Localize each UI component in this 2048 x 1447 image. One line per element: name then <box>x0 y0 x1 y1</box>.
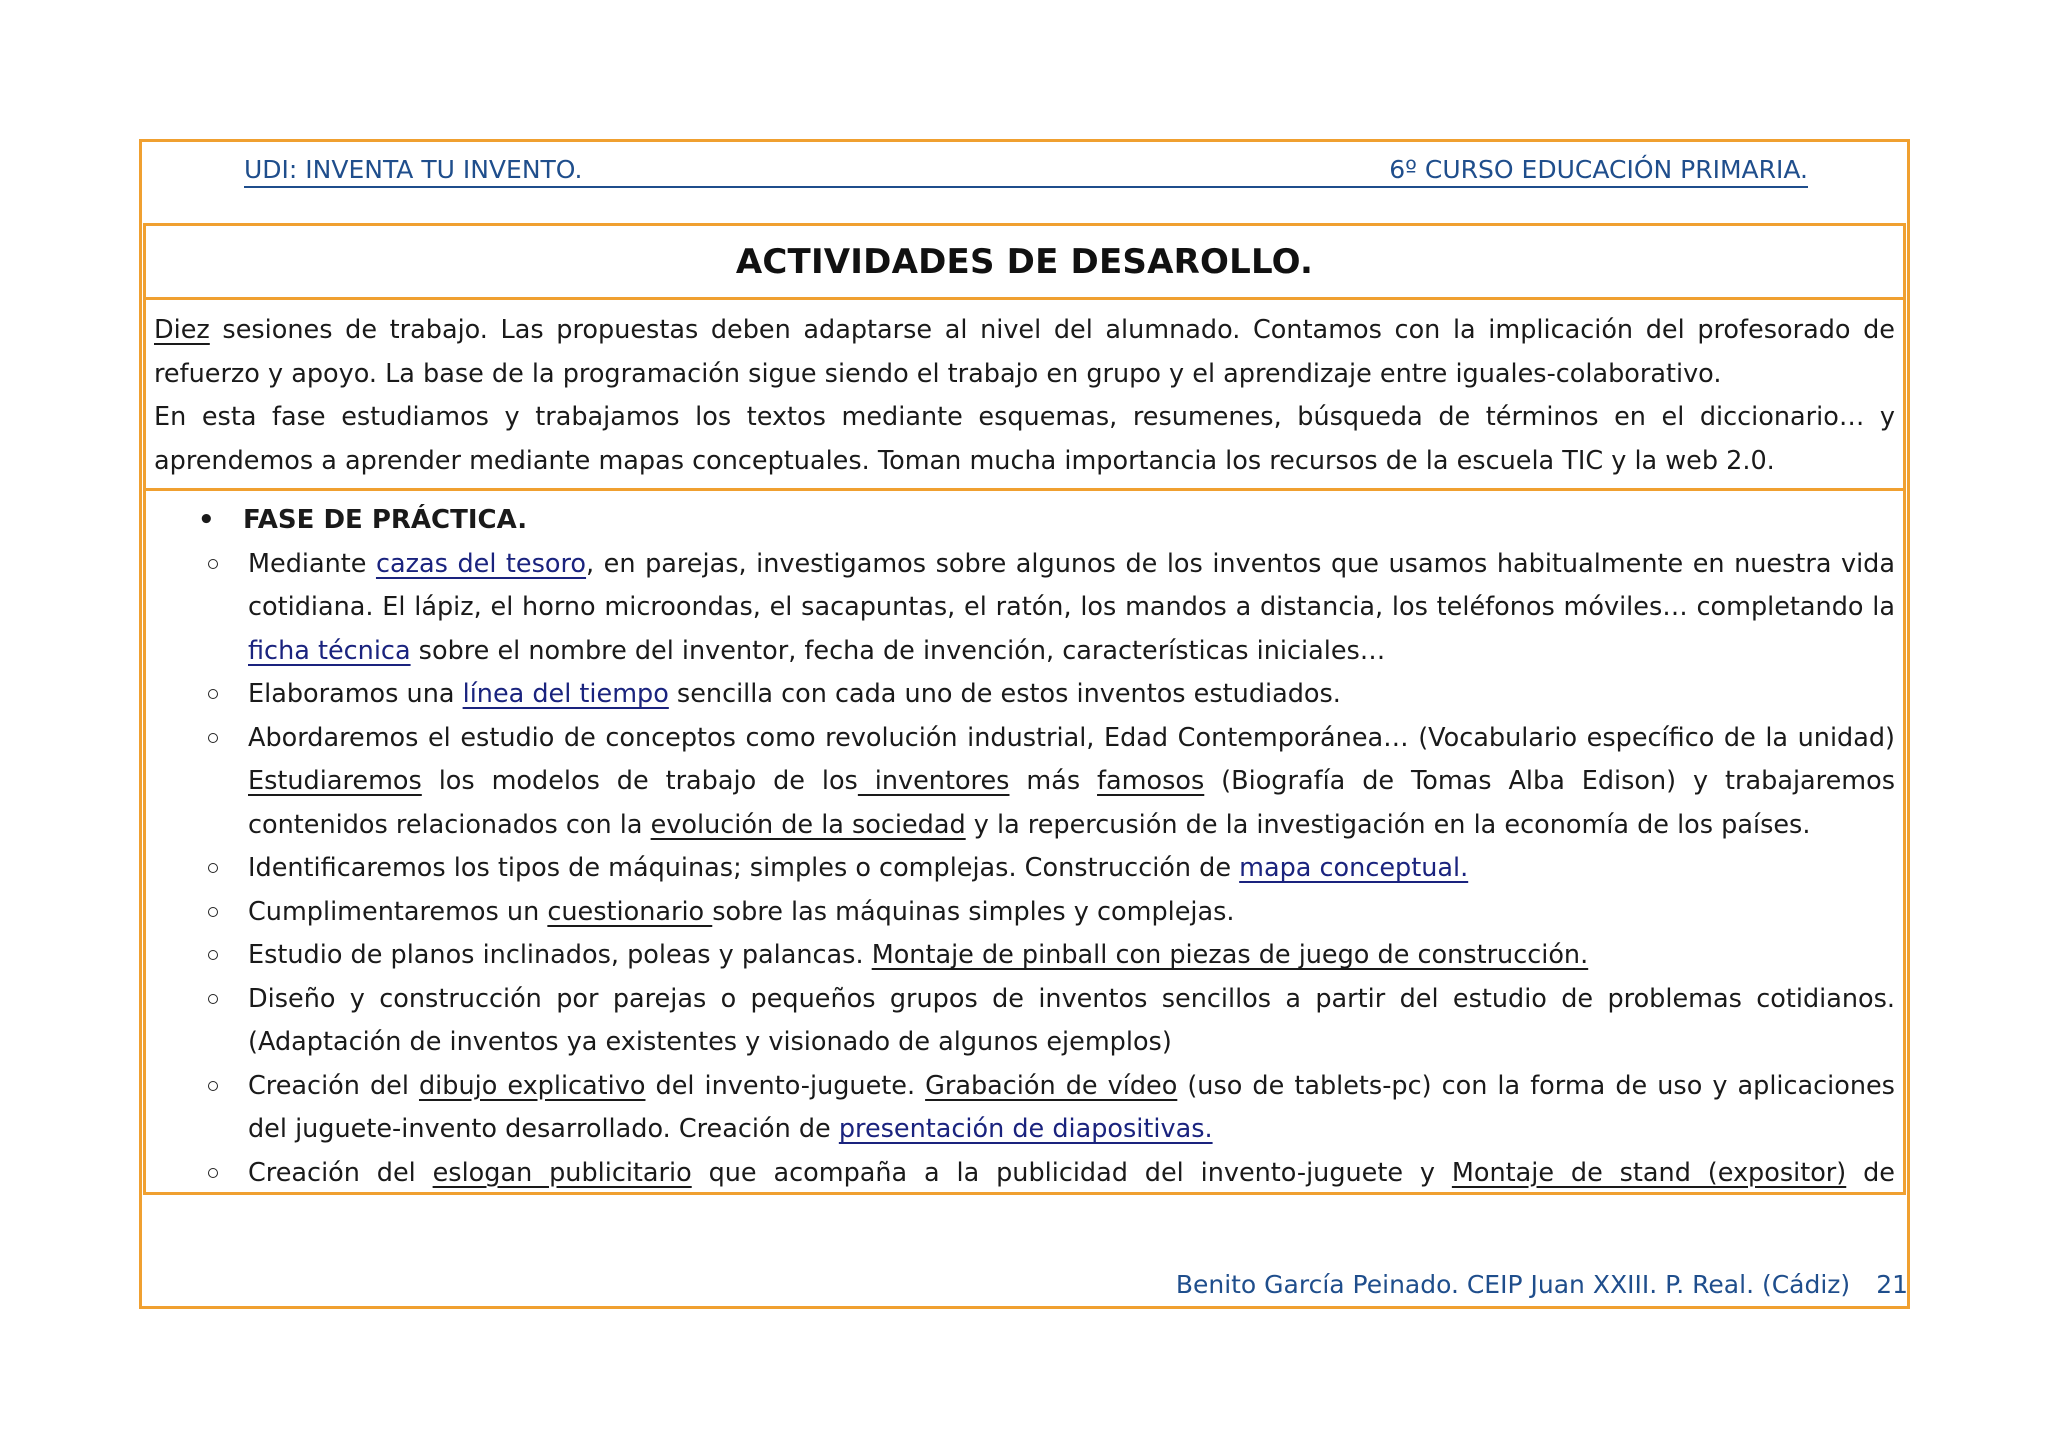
phase-title: FASE DE PRÁCTICA. <box>243 505 528 535</box>
item-text: Identificaremos los tipos de máquinas; simples o complejas. Construcción de <box>248 853 1240 883</box>
item-text: Diseño y construcción por parejas o pequeños grupos de inventos sencillos a partir del estudio de problemas cotidianos. (Adaptación de inventos ya existentes y visionado de algunos ejemplos) <box>248 983 1895 1057</box>
list-item <box>248 543 1895 674</box>
list-item <box>248 1065 1895 1152</box>
list-item <box>248 978 1895 1065</box>
phase-heading <box>154 499 1895 543</box>
link-cazas-del-tesoro[interactable]: cazas del tesoro <box>375 548 587 579</box>
item-text: los modelos de trabajo de los <box>421 766 858 796</box>
intro-paragraph-1 <box>154 309 1895 396</box>
circle-bullet-icon <box>208 994 218 1004</box>
circle-bullet-icon <box>208 733 218 743</box>
title-box <box>146 226 1903 300</box>
underlined-text: Montaje de stand (expositor) <box>1451 1157 1847 1188</box>
item-text: sobre las máquinas simples y complejas. <box>712 896 1235 927</box>
underlined-text: famosos <box>1097 766 1205 796</box>
link-linea-del-tiempo[interactable]: línea del tiempo <box>462 679 669 709</box>
practice-section <box>146 491 1903 1195</box>
item-text: sencilla con cada uno de estos inventos estudiados. <box>668 679 1341 709</box>
underlined-text: evolución de la sociedad <box>650 809 966 840</box>
intro-box <box>146 300 1903 491</box>
underlined-text: Grabación de vídeo <box>925 1070 1178 1101</box>
list-item <box>248 847 1895 891</box>
item-text: de <box>1846 1157 1895 1188</box>
circle-bullet-icon <box>208 950 218 960</box>
page-footer <box>1176 1270 1908 1306</box>
circle-bullet-icon <box>208 907 218 917</box>
item-text: sobre el nombre del inventor, fecha de invención, características iniciales… <box>410 635 1386 666</box>
item-text: Cumplimentaremos un <box>248 896 548 927</box>
list-item <box>248 934 1895 978</box>
footer-author: Benito García Peinado. CEIP Juan XXIII. P. Real. (Cádiz) <box>1175 1270 1851 1299</box>
circle-bullet-icon <box>208 1168 218 1178</box>
item-text: Abordaremos el estudio de conceptos como revolución industrial, Edad Contemporánea… (Vocabulario específico de la unidad) <box>248 722 1895 753</box>
link-mapa-conceptual[interactable]: mapa conceptual. <box>1239 853 1469 883</box>
item-text: Elaboramos una <box>248 679 463 709</box>
item-text: Mediante <box>248 548 376 579</box>
page-number: 21 <box>1876 1270 1908 1299</box>
list-item <box>248 891 1895 935</box>
item-text: Creación del <box>248 1070 419 1101</box>
intro-lead-word: Diez <box>154 315 210 345</box>
content-box <box>143 223 1906 1195</box>
list-item <box>248 673 1895 717</box>
underlined-text: Estudiaremos <box>248 766 422 796</box>
intro-p1-text: sesiones de trabajo. Las propuestas deben adaptarse al nivel del alumnado. Contamos con la implicación del profesorado de refuerzo y apoyo. La base de la programación sigue siendo el trabajo en grupo y el aprendizaje entre iguales-colaborativo. <box>154 315 1895 389</box>
underlined-text: inventores <box>857 766 1010 796</box>
activity-list <box>154 543 1895 1196</box>
item-text: Estudio de planos inclinados, poleas y palancas. <box>248 940 872 970</box>
item-text: (Biografía de Tomas Alba Edison) y trabajaremos contenidos relacionados con la <box>248 766 1896 840</box>
header-right: 6º CURSO EDUCACIÓN PRIMARIA. <box>1389 155 1808 184</box>
header-left: UDI: INVENTA TU INVENTO. <box>244 155 583 184</box>
circle-bullet-icon <box>208 1081 218 1091</box>
link-presentacion-diapositivas[interactable]: presentación de diapositivas. <box>838 1114 1213 1144</box>
circle-bullet-icon <box>208 689 218 699</box>
item-text: y la repercusión de la investigación en la economía de los países. <box>965 809 1811 840</box>
item-text: (uso de tablets-pc) con la forma de uso y aplicaciones del juguete-invento desarrollado. Creación de <box>248 1070 1895 1144</box>
link-ficha-tecnica[interactable]: ficha técnica <box>248 635 411 666</box>
page-header <box>244 150 1808 188</box>
underlined-text: eslogan publicitario <box>432 1157 692 1188</box>
circle-bullet-icon <box>208 863 218 873</box>
item-text: , en parejas, investigamos sobre algunos de los inventos que usamos habitualmente en nuestra vida cotidiana. El lápiz, el horno microondas, el sacapuntas, el ratón, los mandos a distancia, los teléfonos móviles… completando la <box>248 548 1895 622</box>
underlined-text: cuestionario <box>547 896 713 927</box>
item-text: del invento-juguete. <box>645 1070 926 1101</box>
list-item <box>248 1152 1895 1196</box>
underlined-text: dibujo explicativo <box>418 1070 646 1101</box>
underlined-text: Montaje de pinball con piezas de juego de construcción. <box>871 940 1589 970</box>
list-item <box>248 717 1895 848</box>
intro-paragraph-2: En esta fase estudiamos y trabajamos los textos mediante esquemas, resumenes, búsqueda de términos en el diccionario… y aprendemos a aprender mediante mapas conceptuales. Toman mucha importancia los recursos de la escuela TIC y la web 2.0. <box>154 402 1895 476</box>
item-text: Creación del <box>248 1157 433 1188</box>
item-text: que acompaña a la publicidad del invento-juguete y <box>691 1157 1452 1188</box>
bullet-icon: • <box>198 505 215 535</box>
section-title: ACTIVIDADES DE DESAROLLO. <box>735 241 1314 282</box>
circle-bullet-icon <box>208 559 218 569</box>
item-text: más <box>1009 766 1098 796</box>
